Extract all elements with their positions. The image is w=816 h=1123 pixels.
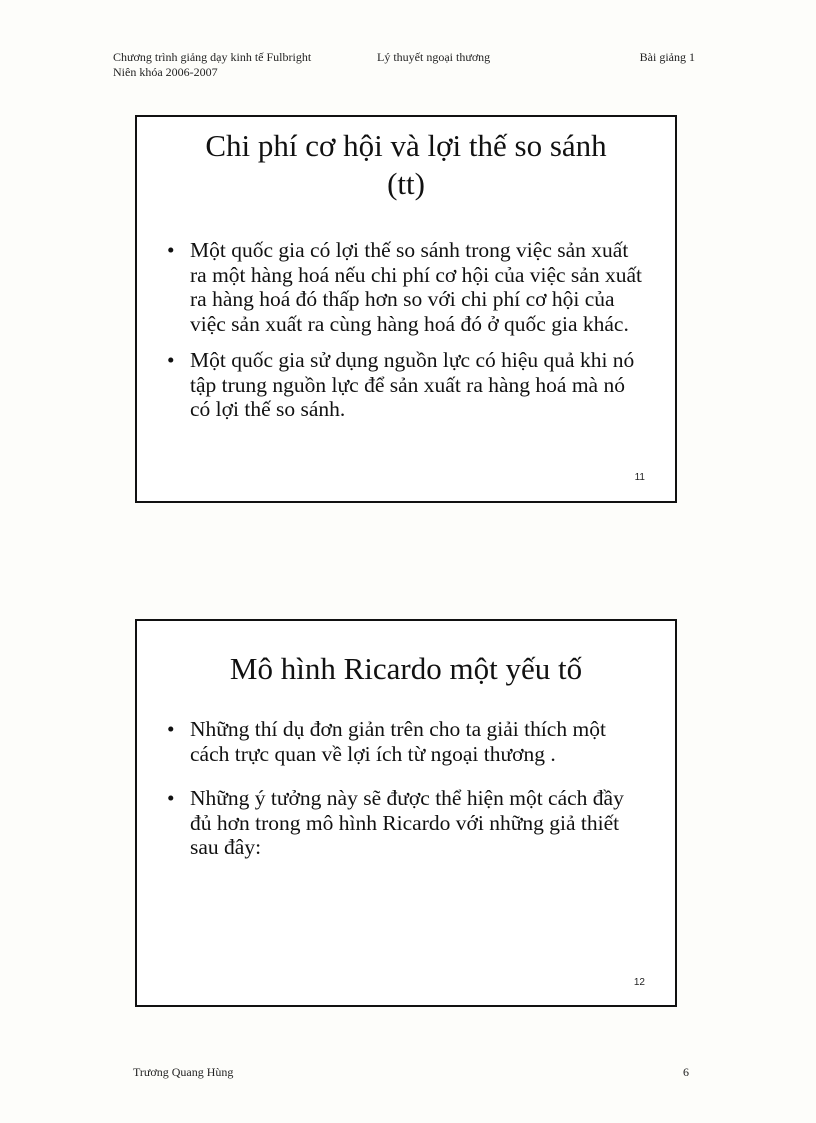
slide-title-line-2: (tt): [387, 166, 425, 201]
bullet-text: Những ý tưởng này sẽ được thể hiện một cách đầy đủ hơn trong mô hình Ricardo với những giả thiết sau đây:: [190, 786, 624, 859]
bullet-item: [167, 786, 647, 860]
slide-11: [135, 115, 677, 503]
bullet-dot-icon: •: [167, 348, 175, 372]
slide-title-line-1: Chi phí cơ hội và lợi thế so sánh: [205, 128, 607, 163]
page-number: 6: [683, 1065, 689, 1079]
bullet-item: [167, 348, 647, 422]
slide-title: Mô hình Ricardo một yếu tố: [229, 651, 583, 686]
slide-number: 11: [634, 472, 645, 483]
header-subject: Lý thuyết ngoại thương: [377, 50, 491, 64]
bullet-text: Một quốc gia sử dụng nguồn lực có hiệu quả khi nó tập trung nguồn lực để sản xuất ra hàng hoá mà nó có lợi thế so sánh.: [190, 348, 635, 421]
footer-author: Trương Quang Hùng: [133, 1065, 234, 1079]
header-lecture: Bài giảng 1: [639, 50, 695, 64]
bullet-dot-icon: •: [167, 238, 175, 262]
slide-number: 12: [633, 977, 645, 988]
bullet-text: Một quốc gia có lợi thế so sánh trong việc sản xuất ra một hàng hoá nếu chi phí cơ hội của việc sản xuất ra hàng hoá đó thấp hơn so với chi phí cơ hội của việc sản xuất ra cùng hàng hoá đó ở quốc gia khác.: [190, 238, 642, 336]
bullet-list: [167, 238, 647, 422]
bullet-dot-icon: •: [167, 786, 175, 810]
bullet-list: [167, 717, 647, 860]
slide-title: [137, 127, 675, 203]
bullet-item: [167, 238, 647, 336]
bullet-item: [167, 717, 647, 766]
slide-12: [135, 619, 677, 1007]
bullet-dot-icon: •: [167, 717, 175, 741]
header-year: Niên khóa 2006-2007: [113, 65, 218, 79]
bullet-text: Những thí dụ đơn giản trên cho ta giải thích một cách trực quan về lợi ích từ ngoại thương .: [190, 717, 606, 766]
header-program: Chương trình giảng dạy kinh tế Fulbright: [113, 50, 312, 64]
